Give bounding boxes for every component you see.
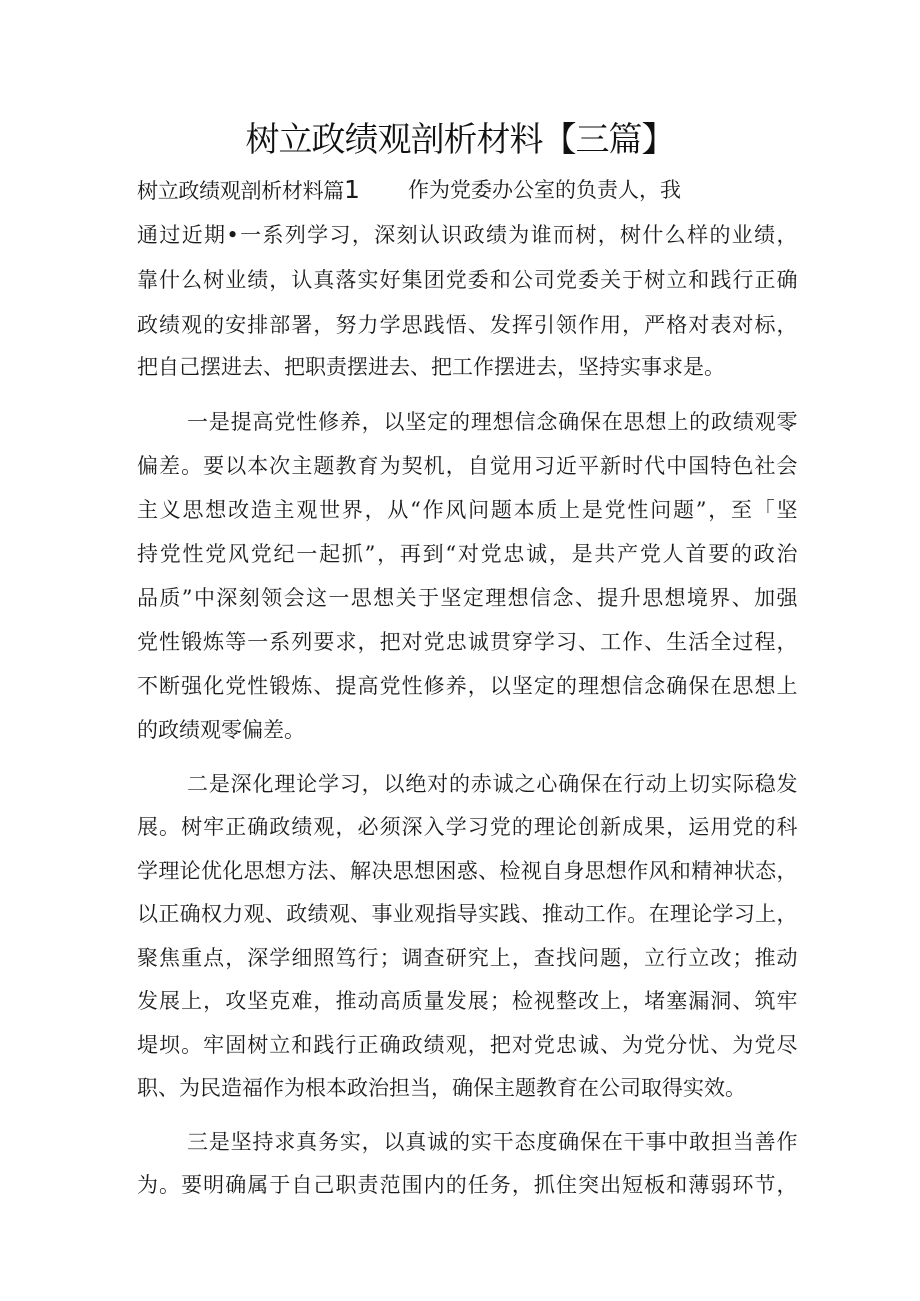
document-title: 树立政绩观剖析材料【三篇】 [245,120,675,160]
text-line: 不断强化党性锻炼、提高党性修养，以坚定的理想信念确保在思想上 [137,674,797,698]
text-line: 通过近期•一系列学习，深刻认识政绩为谁而树，树什么样的业绩， [137,223,797,247]
text-line: 一是提高党性修养，以坚定的理想信念确保在思想上的政绩观零 [187,410,797,434]
text-line: 党性锻炼等一系列要求，把对党忠诚贯穿学习、工作、生活全过程， [137,630,797,654]
text-line: 为。要明确属于自己职责范围内的任务，抓住突出短板和薄弱环节， [137,1173,797,1197]
text-line: 学理论优化思想方法、解决思想困惑、检视自身思想作风和精神状态， [137,859,797,883]
text-line: 品质”中深刻领会这一思想关于坚定理想信念、提升思想境界、加强 [137,586,797,610]
text-line: 二是深化理论学习，以绝对的赤诚之心确保在行动上切实际稳发 [187,772,797,796]
text-line: 展。树牢正确政绩观，必须深入学习党的理论创新成果，运用党的科 [137,815,797,839]
text-line: 靠什么树业绩，认真落实好集团党委和公司党委关于树立和践行正确 [137,268,797,292]
text-line: 的政绩观零偏差。 [137,718,305,742]
text-line: 职、为民造福作为根本政治担当，确保主题教育在公司取得实效。 [137,1076,746,1100]
text-line: 发展上，攻坚克难，推动高质量发展；检视整改上，堵塞漏洞、筑牢 [137,989,797,1013]
subhead-label: 树立政绩观剖析材料篇 [137,179,344,203]
text-line: 以正确权力观、政绩观、事业观指导实践、推动工作。在理论学习上， [137,902,797,926]
text-line: 作为党委办公室的负责人，我 [408,178,681,202]
text-line: 政绩观的安排部署，努力学思践悟、发挥引领作用，严格对表对标， [137,313,797,337]
text-line: 聚焦重点，深学细照笃行；调查研究上，查找问题，立行立改；推动 [137,946,797,970]
text-line: 把自己摆进去、把职责摆进去、把工作摆进去，坚持实事求是。 [137,355,725,379]
text-line: 堤坝。牢固树立和践行正确政绩观，把对党忠诚、为党分忧、为党尽 [137,1033,797,1057]
text-line: 三是坚持求真务实，以真诚的实干态度确保在干事中敢担当善作 [187,1130,797,1154]
text-line: 主义思想改造主观世界，从“作风问题本质上是党性问题”，至「坚 [137,498,797,522]
text-line: 持党性党风党纪一起抓”，再到“对党忠诚，是共产党人首要的政治 [137,542,797,566]
subhead-number: 1 [344,175,360,204]
text-line: 偏差。要以本次主题教育为契机，自觉用习近平新时代中国特色社会 [137,454,797,478]
